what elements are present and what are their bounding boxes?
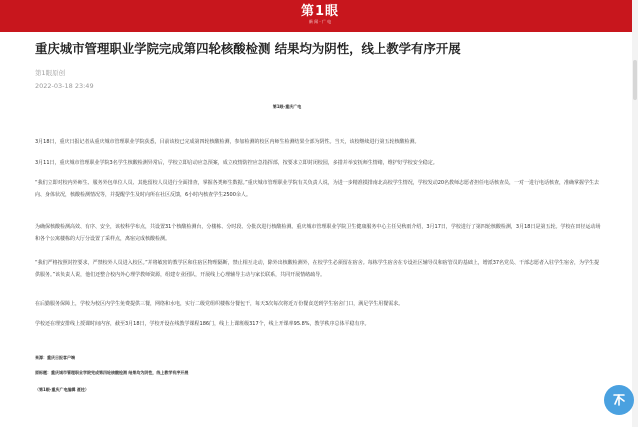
article-title: 重庆城市管理职业学院完成第四轮核酸检测 结果均为阴性，线上教学有序开展 (35, 41, 461, 56)
article-footer-original-title: 原标题：重庆城市管理职业学院完成第四轮核酸检测 结果均为阴性，线上教学有序开展 (35, 370, 189, 375)
brand-logo[interactable] (300, 4, 340, 28)
article-footer-source: 来源：重庆日报客户端 (35, 355, 75, 360)
article-paragraph: 为确保核酸检测高效、有序、安全，该校科学布点，共设置31个核酸检测台，分楼栋、分时段、分批次进行核酸检测。重庆城市管理职业学院卫生健康服务中心主任吴秋雨介绍，3月17日，学校进行了第四轮核酸检测，3月18日是第五轮。学校在田径运动场和各个公寓楼栋的大厅分设置了采样点，离宿完成核酸检测。 (35, 224, 601, 242)
back-to-top-icon (612, 391, 626, 410)
article-paragraph: “我们严格按照封控要求，严禁校外人员进入校区。”并将敏密的教学区和住宿区物理隔断，禁止相互走动，除外出核酸检测外，在校学生必须留在宿舍。每栋学生宿舍在专设社区辅导员和宿管员的基础上，增派37名党员、干部志愿者入驻学生宿舍，为学生提供服务。”该负责人说，他们还整合校内外心理学教师资源，组建专业团队，开展线上心理辅导主动与家长联系，共同开展情绪疏导。 (35, 260, 600, 278)
top-header-bar (0, 0, 638, 32)
article-paragraph: 3月11日，重庆城市管理职业学院3名学生核酸检测异常后，学校立即启动应急预案，成立疫情防控应急指挥部，按要求立即封闭校园，多措并举安抚师生情绪，维护好学校安全稳定。 (35, 160, 438, 166)
article-paragraph: 学校还在理安排线上授课时间内容，截至3月18日，学校开设在线教学课程186门，线上上课班级317个，线上开课率95.8%，教学秩序总体平稳有序。 (35, 321, 370, 327)
article-timestamp: 2022-03-18 23:49 (35, 82, 94, 90)
article-paragraph: 在后勤服务保障上，学校为校区内学生免费提供三餐，网络和水电，实行二级党组织楼栋分餐包干，每天3次每次将近万份餐食送到学生宿舍门口，满足学生用餐需求。 (35, 301, 404, 307)
article-caption: 第1眼-重庆广电 (272, 104, 302, 109)
scrollbar-thumb[interactable] (633, 60, 637, 100)
article-footer-editor: （第1眼-重庆广电编辑 聂柱） (35, 387, 89, 392)
brand-logo-text: 第1眼 (300, 4, 340, 19)
brand-logo-subtext: 新 闻 · 广 电 (308, 19, 332, 24)
article-source[interactable]: 第1眼原创 (35, 69, 66, 77)
article-paragraph: 3月18日，重庆日报记者从重庆城市管理职业学院获悉，目前该校已完成第四轮核酸检测，参加检测的校区内师生检测结果全部为阴性。当天，该校继续进行第五轮核酸检测。 (35, 139, 420, 145)
article-paragraph: “我们立即对校内外师生、服务外包单位人员、其他留校人员进行全面排查，掌握各类师生数据。”重庆城市管理职业学院有关负责人说，为进一步精准摸排南北高校学生情况，学校发动20名教师志愿者担任电话核查员，一对一进行电话核查，准确掌握学生去向、身体状况，核酸检测情况等，并提醒学生及时向所在社区反馈，6小时内核查学生2500余人。 (35, 180, 600, 198)
back-to-top-button[interactable] (604, 385, 634, 415)
page-scrollbar[interactable] (632, 0, 638, 427)
